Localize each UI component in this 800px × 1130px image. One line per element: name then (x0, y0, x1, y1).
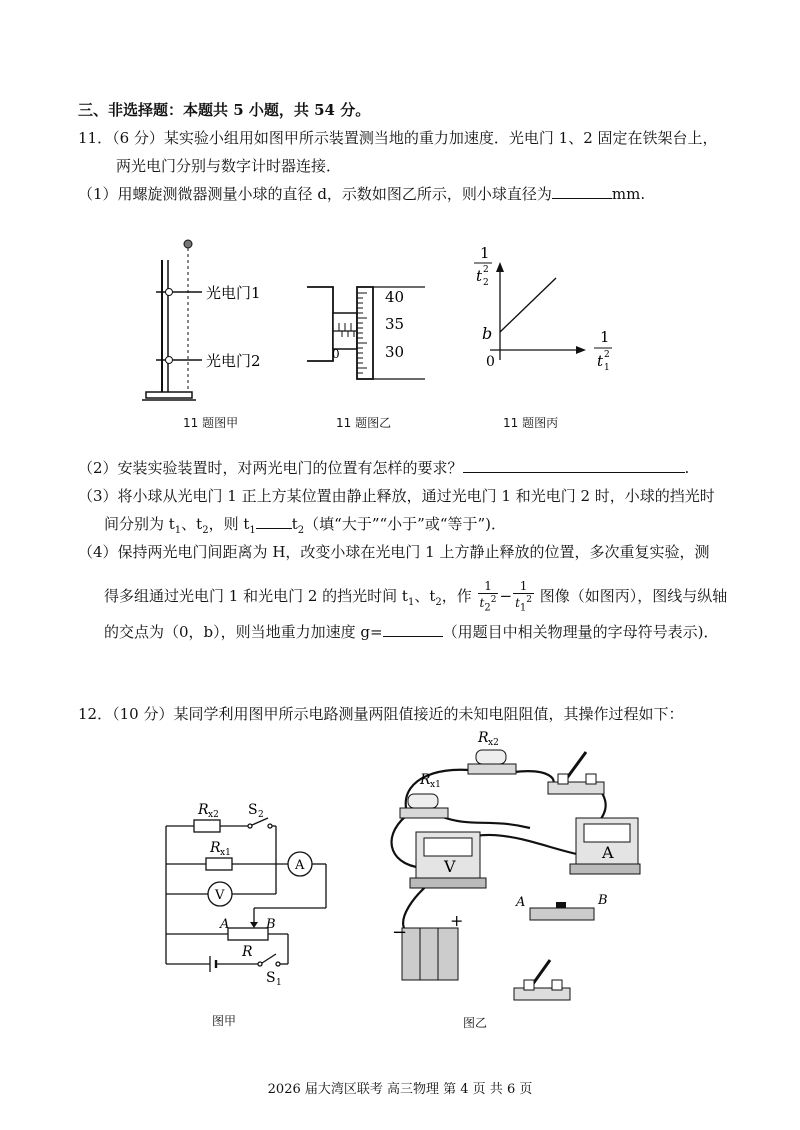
battery-physical (402, 928, 458, 980)
circuit-b-label: B (266, 917, 276, 932)
rheostat-slider (250, 922, 258, 928)
p4-frac1-den: t (479, 595, 485, 610)
gate2-label: 光电门2 (206, 352, 261, 370)
p4-frac2-sup: 2 (526, 594, 532, 605)
section-header: 三、非选择题：本题共 5 小题，共 54 分。 (78, 101, 371, 119)
circuit-ammeter-label: A (295, 858, 305, 873)
phys-battery-minus: − (392, 922, 408, 943)
stand-base (146, 392, 192, 398)
phys-a-label: A (516, 895, 526, 910)
p4-line3-b: （用题目中相关物理量的字母符号表示)． (442, 623, 719, 641)
p4-text-d: 图像（如图丙），图线与纵轴 (539, 587, 728, 605)
circuit-r-label: R (242, 944, 253, 960)
p3-sub-a: 1 (174, 525, 182, 536)
page-footer: 2026 届大湾区联考 高三物理 第 4 页 共 6 页 (267, 1082, 533, 1097)
ball (184, 240, 192, 248)
q11-part1 (78, 184, 645, 204)
y-axis-den-sup: 2 (483, 265, 489, 275)
p3-text-b: 、t (181, 515, 203, 533)
q12-stem: 12．（10 分）某同学利用图甲所示电路测量两阻值接近的未知电阻阻值，其操作过程如下： (78, 705, 684, 723)
p3-sub-d: 2 (297, 525, 305, 536)
y-axis-den: t (476, 267, 483, 285)
origin-label: 0 (486, 354, 495, 370)
x-axis-den-sup: 2 (604, 350, 610, 360)
circuit-s1-sub: 1 (276, 978, 282, 988)
p4-sub-a: 1 (407, 597, 415, 608)
phys-rx1-label: R (420, 772, 431, 788)
q11-part3-line2 (104, 514, 506, 541)
p4-fraction-1 (478, 580, 499, 614)
q11-stem-line1: 11．（6 分）某实验小组用如图甲所示装置测当地的重力加速度．光电门 1、2 固定在铁架台上， (78, 129, 718, 147)
caption-11-bing: 11 题图丙 (503, 416, 559, 430)
p3-sub-c: 1 (249, 525, 256, 536)
q11-part1-blank[interactable] (552, 184, 612, 199)
q11-part4-line2 (104, 578, 727, 621)
p3-sub-b: 2 (202, 525, 209, 536)
tick-40: 40 (385, 288, 405, 306)
p4-fraction-2 (513, 580, 534, 614)
sleeve-zero: 0 (332, 347, 340, 361)
circuit-s1-label: S (266, 970, 276, 986)
graph-line (500, 278, 556, 332)
q11-part3-line1: （3）将小球从光电门 1 正上方某位置由静止释放，通过光电门 1 和光电门 2 时，小球的挡光时 (78, 487, 715, 505)
p4-sub-b: 2 (435, 597, 442, 608)
phys-ammeter-label: A (602, 843, 614, 862)
p4-frac1-sup: 2 (490, 594, 497, 605)
phys-b-label: B (598, 893, 608, 908)
p3-text-d: t (291, 515, 298, 533)
phys-battery-plus: + (450, 911, 464, 930)
caption-11-yi: 11 题图乙 (336, 416, 392, 430)
p3-text-e: （填“大于”“小于”或“等于”)． (304, 515, 507, 533)
switch-s1 (262, 954, 276, 963)
phys-rx1-sub: x1 (430, 780, 441, 790)
phys-voltmeter-label: V (444, 857, 456, 876)
figure-11-yi (305, 283, 430, 383)
p4-text-a: 得多组通过光电门 1 和光电门 2 的挡光时间 t (104, 587, 408, 605)
q11-part2-text: （2）安装实验装置时，对两光电门的位置有怎样的要求？ (78, 459, 463, 477)
micrometer-frame (307, 287, 333, 361)
caption-12-jia: 图甲 (212, 1014, 237, 1028)
b-label: b (482, 324, 493, 343)
tick-30: 30 (385, 343, 405, 361)
q11-part1-unit: mm. (611, 185, 646, 203)
circuit-s2-label: S (248, 802, 258, 818)
p4-frac1-num: 1 (478, 580, 499, 594)
p3-text-c: ，则 t (208, 515, 250, 533)
figure-12-jia-circuit (158, 800, 338, 990)
figure-12-yi-physical (380, 728, 640, 1008)
q11-part2 (78, 458, 689, 478)
circuit-rx1-sub: x1 (220, 848, 231, 858)
q11-part4-line1: （4）保持两光电门间距离为 H，改变小球在光电门 1 上方静止释放的位置，多次重复实验，测 (78, 543, 710, 561)
rx2-physical (468, 750, 516, 774)
wire-7 (440, 816, 530, 828)
circuit-rx1-label: R (210, 840, 221, 856)
circuit-rx2-label: R (198, 802, 209, 818)
q11-part1-text: （1）用螺旋测微器测量小球的直径 d，示数如图乙所示，则小球直径为 (78, 185, 552, 203)
rx1-resistor (206, 858, 232, 870)
q11-part2-end: . (684, 459, 690, 477)
q11-part3-blank[interactable] (256, 514, 292, 529)
caption-11-jia: 11 题图甲 (183, 416, 239, 430)
q11-part2-blank[interactable] (463, 458, 685, 473)
y-axis-den-sub: 2 (483, 278, 489, 288)
x-axis-den: t (597, 352, 604, 370)
circuit-a-label: A (220, 917, 230, 932)
p4-minus: − (499, 587, 513, 605)
circuit-voltmeter-label: V (215, 888, 225, 903)
p4-text-b: 、t (414, 587, 436, 605)
p4-frac1-sub: 2 (484, 602, 491, 614)
p4-frac2-num: 1 (513, 580, 534, 594)
tick-35: 35 (385, 315, 405, 333)
caption-12-yi: 图乙 (463, 1016, 488, 1030)
circuit-rx2-sub: x2 (208, 810, 219, 820)
x-axis-num: 1 (600, 328, 610, 346)
circuit-s2-sub: 2 (258, 810, 264, 820)
figure-11-jia (130, 232, 270, 407)
q11-part4-line3 (104, 622, 718, 642)
figure-11-bing (470, 244, 620, 384)
p4-line3-a: 的交点为（0，b），则当地重力加速度 g= (104, 623, 383, 641)
p4-frac2-den: t (515, 595, 520, 610)
y-axis-num: 1 (480, 244, 490, 262)
phys-rx2-sub: x2 (488, 738, 499, 748)
phys-rx2-label: R (478, 730, 489, 746)
q11-stem-line2: 两光电门分别与数字计时器连接． (116, 157, 342, 175)
switch-bottom-physical (514, 960, 570, 1000)
x-axis-den-sub: 1 (604, 363, 610, 373)
rx2-resistor (194, 820, 220, 832)
p4-text-c: ，作 (441, 587, 472, 605)
q11-part4-blank[interactable] (383, 622, 443, 637)
rheostat-physical (530, 902, 594, 920)
rheostat-r (228, 928, 268, 940)
p4-frac2-sub: 1 (519, 602, 527, 614)
gate1-label: 光电门1 (206, 284, 261, 302)
switch-top-physical (548, 752, 604, 794)
p3-text-a: 间分别为 t (104, 515, 175, 533)
